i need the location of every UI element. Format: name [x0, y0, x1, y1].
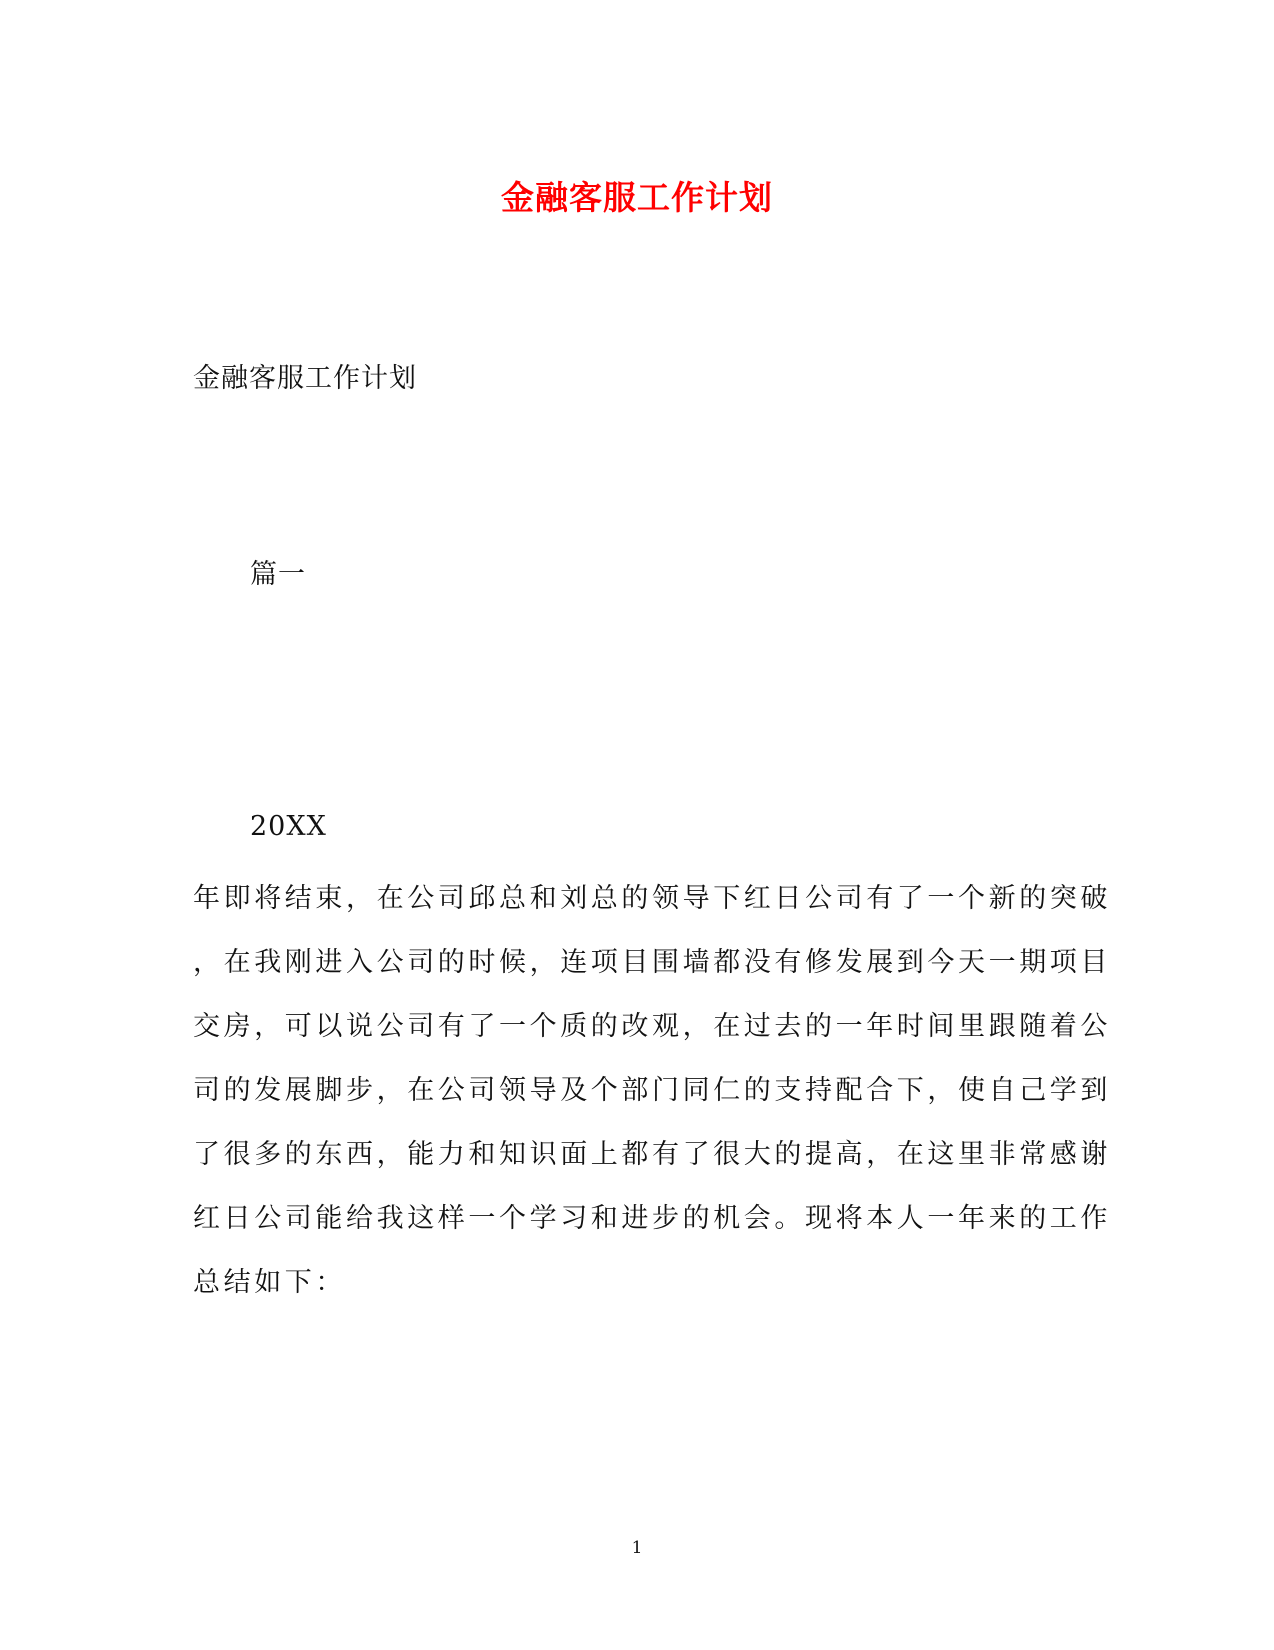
year-label: 20XX — [250, 811, 327, 842]
page-number: 1 — [631, 1538, 643, 1558]
paragraph-line-5: 了很多的东西，能力和知识面上都有了很大的提高，在这里非常感谢 — [193, 1139, 1111, 1170]
paragraph-line-3: 交房，可以说公司有了一个质的改观，在过去的一年时间里跟随着公 — [193, 1011, 1111, 1042]
paragraph-line-2: ，在我刚进入公司的时候，连项目围墙都没有修发展到今天一期项目 — [193, 947, 1111, 978]
paragraph-line-6: 红日公司能给我这样一个学习和进步的机会。现将本人一年来的工作 — [193, 1203, 1111, 1234]
paragraph-line-1: 年即将结束，在公司邱总和刘总的领导下红日公司有了一个新的突破 — [193, 883, 1111, 914]
section-heading: 篇一 — [250, 559, 306, 590]
document-title: 金融客服工作计划 — [501, 178, 773, 217]
document-subtitle: 金融客服工作计划 — [193, 363, 417, 394]
paragraph-line-4: 司的发展脚步，在公司领导及个部门同仁的支持配合下，使自己学到 — [193, 1075, 1111, 1106]
paragraph-line-7: 总结如下： — [193, 1267, 346, 1298]
